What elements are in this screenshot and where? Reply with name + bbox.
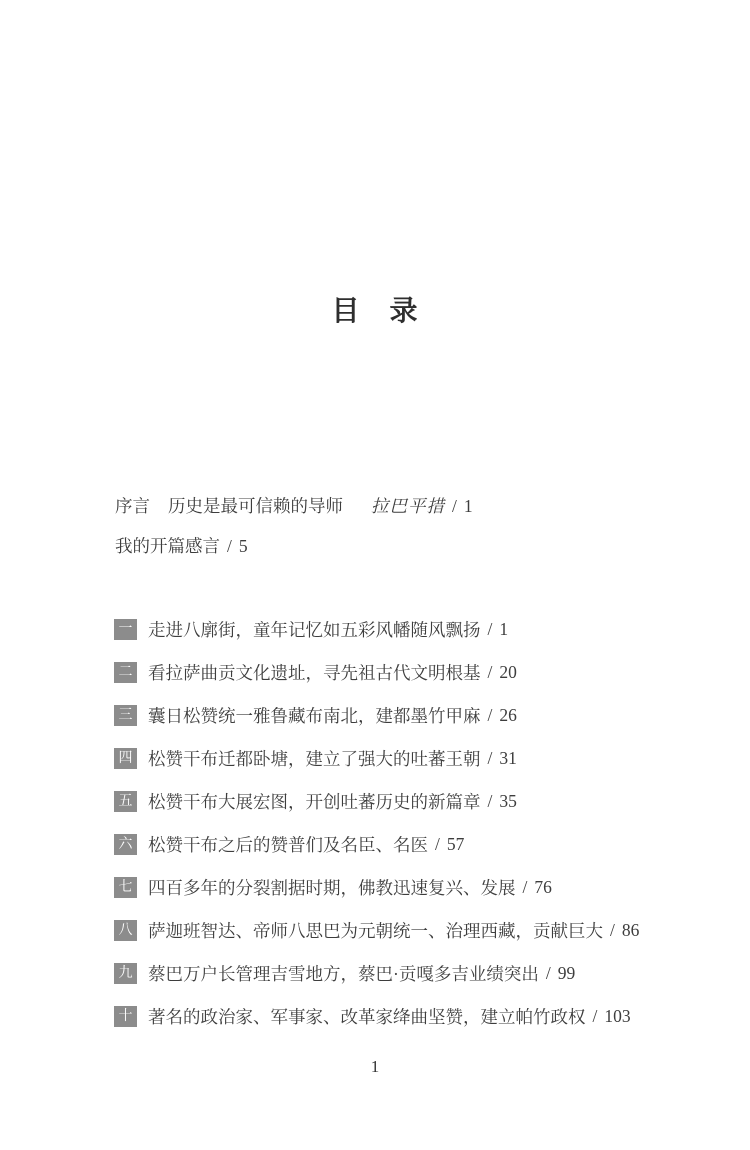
page-separator: / — [545, 963, 551, 983]
preface-item — [115, 497, 473, 515]
page-separator: / — [487, 662, 493, 682]
chapter-page-number: 26 — [499, 705, 517, 725]
chapter-title: 囊日松赞统一雅鲁藏布南北，建都墨竹甲麻 — [148, 706, 481, 726]
preface-section — [115, 497, 473, 577]
chapter-number-box: 三 — [114, 705, 137, 726]
preface-title: 历史是最可信赖的导师 — [168, 496, 343, 516]
chapter-item — [114, 694, 639, 737]
preface-page-number: 1 — [463, 496, 473, 516]
chapter-page-number: 35 — [499, 791, 517, 811]
chapter-page-number: 57 — [446, 834, 465, 854]
page-separator: / — [435, 834, 440, 854]
chapter-page-number: 31 — [499, 748, 517, 768]
chapter-item — [114, 651, 639, 694]
chapter-item — [114, 823, 639, 866]
page-separator: / — [487, 705, 493, 725]
page-separator: / — [487, 791, 493, 811]
chapter-page-number: 1 — [499, 619, 509, 639]
chapter-title: 萨迦班智达、帝师八思巴为元朝统一、治理西藏，贡献巨大 — [148, 921, 603, 941]
chapter-title: 著名的政治家、军事家、改革家绛曲坚赞，建立帕竹政权 — [148, 1007, 586, 1027]
chapter-item — [114, 737, 639, 780]
chapter-list — [114, 608, 639, 1038]
folio-page-number: 1 — [370, 1057, 380, 1076]
preface-author: 拉巴平措 — [371, 496, 445, 516]
chapter-number-box: 一 — [114, 619, 137, 640]
chapter-number-box: 九 — [114, 963, 137, 984]
chapter-item — [114, 995, 639, 1038]
chapter-page-number: 103 — [604, 1006, 631, 1026]
chapter-number-box: 四 — [114, 748, 137, 769]
page-title: 目 录 — [331, 296, 419, 327]
preface-label: 序言 — [115, 496, 150, 516]
page-separator: / — [610, 920, 615, 940]
chapter-title: 松赞干布迁都卧塘，建立了强大的吐蕃王朝 — [148, 749, 481, 769]
chapter-title: 看拉萨曲贡文化遗址，寻先祖古代文明根基 — [148, 663, 481, 683]
page-separator: / — [487, 748, 493, 768]
chapter-item — [114, 952, 639, 995]
chapter-item — [114, 866, 639, 909]
page-separator: / — [227, 536, 232, 556]
page-separator: / — [452, 496, 457, 516]
chapter-number-box: 六 — [114, 834, 137, 855]
page-separator: / — [487, 619, 493, 639]
chapter-page-number: 86 — [621, 920, 640, 940]
chapter-title: 蔡巴万户长管理吉雪地方，蔡巴·贡嘎多吉业绩突出 — [148, 964, 539, 984]
preface-page-number: 5 — [238, 536, 248, 556]
chapter-title: 走进八廓街，童年记忆如五彩风幡随风飘扬 — [148, 620, 481, 640]
chapter-page-number: 99 — [557, 963, 576, 983]
chapter-item — [114, 909, 639, 952]
preface-title: 我的开篇感言 — [115, 536, 220, 556]
chapter-number-box: 七 — [114, 877, 137, 898]
preface-item — [115, 537, 473, 555]
chapter-number-box: 二 — [114, 662, 137, 683]
chapter-item — [114, 780, 639, 823]
chapter-item — [114, 608, 639, 651]
chapter-title: 松赞干布之后的赞普们及名臣、名医 — [148, 835, 428, 855]
chapter-page-number: 76 — [534, 877, 552, 897]
chapter-number-box: 五 — [114, 791, 137, 812]
chapter-title: 四百多年的分裂割据时期，佛教迅速复兴、发展 — [148, 878, 516, 898]
chapter-number-box: 十 — [114, 1006, 137, 1027]
page-separator: / — [522, 877, 528, 897]
page-separator: / — [592, 1006, 598, 1026]
chapter-page-number: 20 — [499, 662, 517, 682]
chapter-number-box: 八 — [114, 920, 137, 941]
chapter-title: 松赞干布大展宏图，开创吐蕃历史的新篇章 — [148, 792, 481, 812]
